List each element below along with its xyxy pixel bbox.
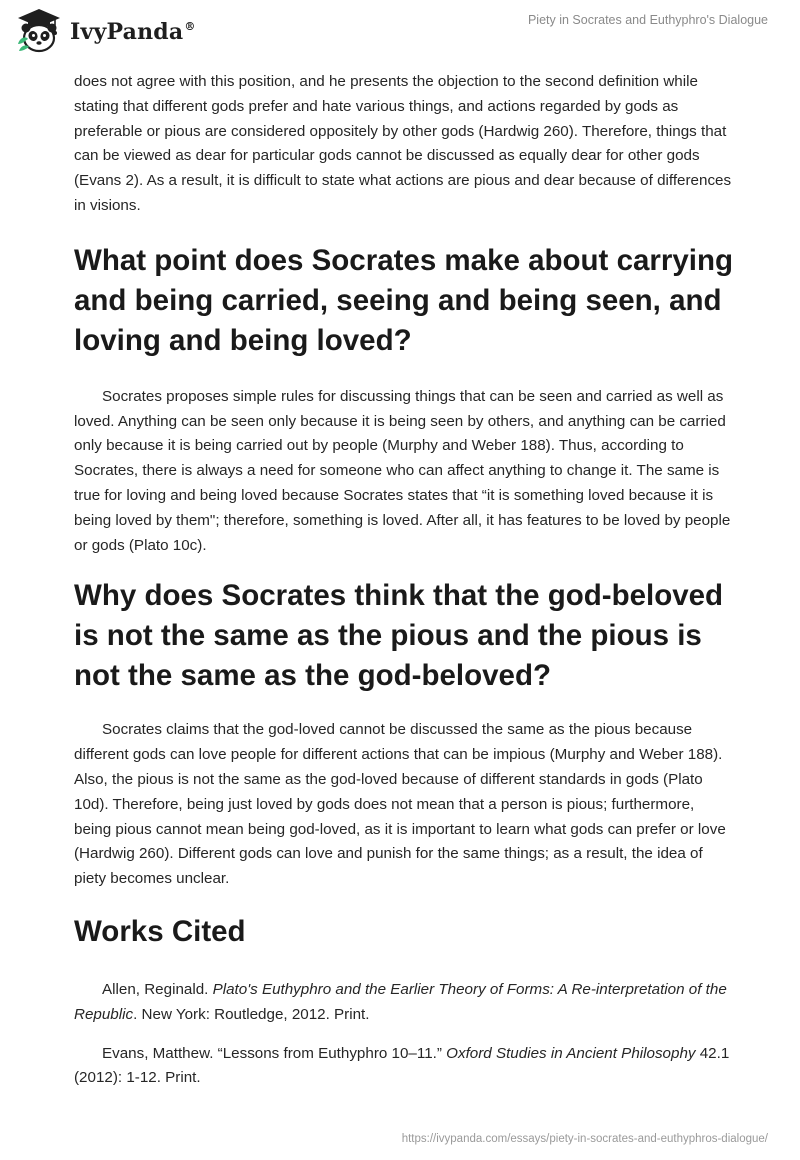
- source-url[interactable]: https://ivypanda.com/essays/piety-in-socrates-and-euthyphros-dialogue/: [401, 1133, 768, 1145]
- panda-graduate-icon: [14, 6, 64, 56]
- registered-mark: ®: [184, 20, 196, 33]
- citation-title: Plato's Euthyphro and the Earlier Theory of Forms: A Re-interpretation of the Republic: [74, 980, 727, 1023]
- intro-paragraph: does not agree with this position, and he presents the objection to the second definition while stating that different gods prefer and hate various things, and actions regarded by gods as preferable or pious are considered oppositely by other gods (Hardwig 260). Therefore, things that can be viewed as dear for particular gods cannot be discussed as equally dear for other gods (Evans 2). As a result, it is difficult to state what actions are pious and dear because of differences in visions.: [74, 73, 732, 214]
- citation-author: Evans, Matthew. “Lessons from Euthyphro 10–11.”: [102, 1044, 447, 1062]
- essay-content: [74, 70, 734, 1105]
- works-cited-heading: Works Cited: [74, 914, 246, 948]
- section-paragraph: Socrates proposes simple rules for discussing things that can be seen and carried as well as loved. Anything can be seen only because it is being seen by others, and anything can be carried only because it is being carried out by people (Murphy and Weber 188). Thus, according to Socrates, there is always a need for someone who can affect anything to change it. The same is true for loving and being loved because Socrates states that “it is something loved because it is being loved by them"; therefore, something is loved. After all, it has features to be loved by people or gods (Plato 10c).: [74, 387, 731, 554]
- document-title: Piety in Socrates and Euthyphro's Dialogue: [527, 13, 768, 27]
- citation-entry: [74, 978, 734, 1028]
- page-header: [0, 0, 800, 60]
- citation-entry: [74, 1042, 734, 1092]
- citation-title: Oxford Studies in Ancient Philosophy: [446, 1044, 696, 1062]
- citation-details: 42.1 (2012): 1-12. Print.: [74, 1044, 730, 1087]
- citation-author: Allen, Reginald.: [102, 980, 213, 998]
- citation-details: . New York: Routledge, 2012. Print.: [133, 1005, 370, 1023]
- section-heading: What point does Socrates make about carrying and being carried, seeing and being seen, and loving and being loved?: [74, 243, 733, 357]
- brand-name: IvyPanda®: [70, 19, 196, 45]
- section-heading: Why does Socrates think that the god-beloved is not the same as the pious and the pious is not the same as the god-beloved?: [74, 579, 724, 693]
- brand-logo[interactable]: [14, 6, 196, 56]
- section-paragraph: Socrates claims that the god-loved cannot be discussed the same as the pious because different gods can love people for different actions that can be impious (Murphy and Weber 188). Also, the pious is not the same as the god-loved because of different standards in gods (Plato 10d). Therefore, being just loved by gods does not mean that a person is pious; furthermore, being pious cannot mean being god-loved, as it is important to learn what gods can prefer or love (Hardwig 260). Different gods can love and punish for the same things; as a result, the idea of piety becomes unclear.: [74, 721, 726, 888]
